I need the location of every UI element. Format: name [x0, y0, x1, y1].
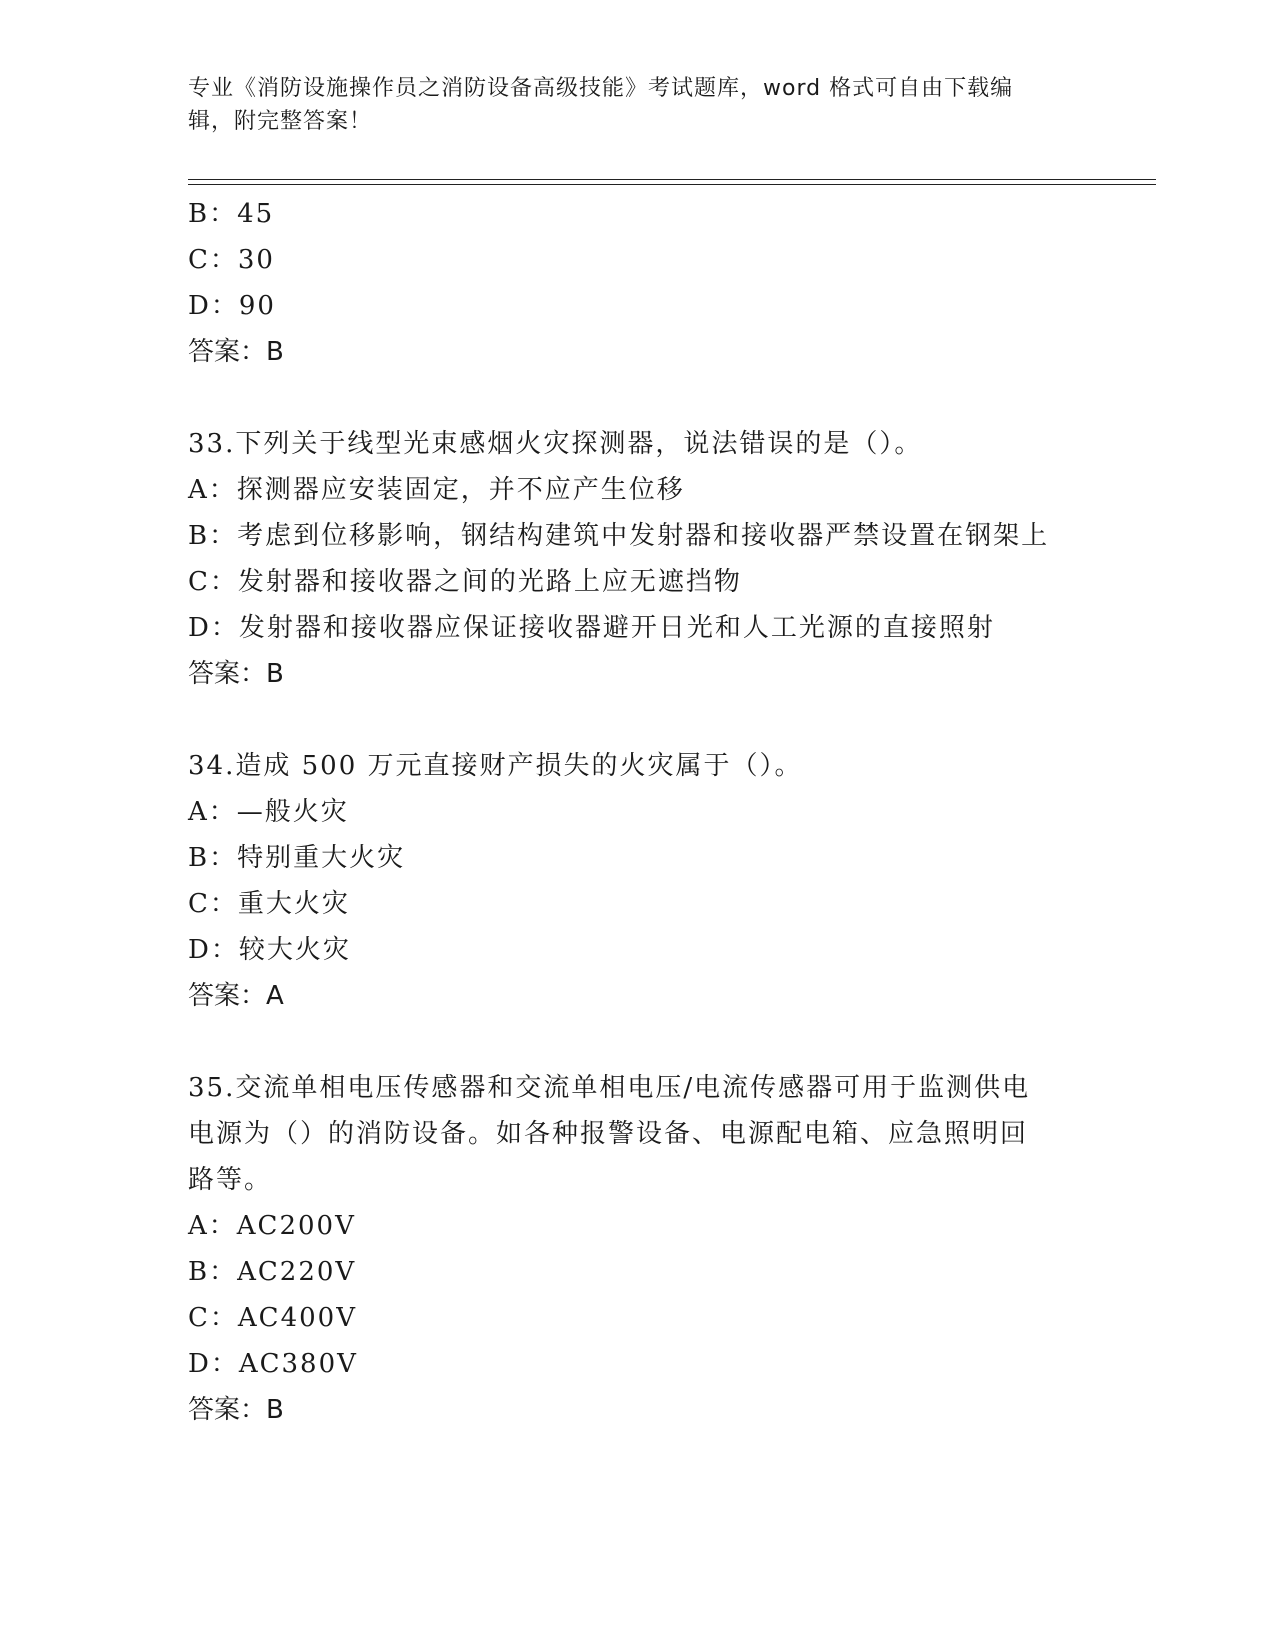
option-d: D：较大火灾 — [188, 935, 351, 965]
option-b: B：考虑到位移影响，钢结构建筑中发射器和接收器严禁设置在钢架上 — [188, 521, 1050, 551]
option-b: B：AC220V — [188, 1257, 357, 1287]
question-32-tail — [188, 191, 1088, 375]
question-33 — [188, 421, 1088, 697]
document-header — [188, 72, 1068, 138]
question-spacer — [188, 697, 1088, 743]
question-spacer — [188, 375, 1088, 421]
header-divider-bottom — [188, 184, 1156, 185]
answer-line: 答案：B — [188, 1395, 284, 1425]
header-divider-top — [188, 179, 1156, 180]
question-list — [188, 191, 1088, 1433]
question-35 — [188, 1065, 1088, 1433]
question-34 — [188, 743, 1088, 1019]
option-c: C：AC400V — [188, 1303, 357, 1333]
option-a: A：探测器应安装固定，并不应产生位移 — [188, 475, 685, 505]
header-line-1: 专业《消防设施操作员之消防设备高级技能》考试题库，word 格式可自由下载编 — [188, 76, 1014, 101]
question-stem: 33.下列关于线型光束感烟火灾探测器，说法错误的是（）。 — [188, 429, 923, 459]
option-a: A：AC200V — [188, 1211, 356, 1241]
question-stem-line-1: 35.交流单相电压传感器和交流单相电压/电流传感器可用于监测供电 — [188, 1073, 1031, 1103]
question-stem-line-2: 电源为（）的消防设备。如各种报警设备、电源配电箱、应急照明回 — [188, 1119, 1029, 1149]
option-c: C：重大火灾 — [188, 889, 350, 919]
option-c: C：发射器和接收器之间的光路上应无遮挡物 — [188, 567, 742, 597]
option-d: D：AC380V — [188, 1349, 358, 1379]
answer-line: 答案：B — [188, 337, 284, 367]
question-stem: 34.造成 500 万元直接财产损失的火灾属于（）。 — [188, 751, 803, 781]
answer-line: 答案：B — [188, 659, 284, 689]
answer-line: 答案：A — [188, 981, 284, 1011]
option-d: D：发射器和接收器应保证接收器避开日光和人工光源的直接照射 — [188, 613, 995, 643]
option-a: A：—般火灾 — [188, 797, 349, 827]
option-c: C：30 — [188, 245, 275, 275]
header-line-2: 辑，附完整答案！ — [188, 109, 373, 134]
option-d: D：90 — [188, 291, 276, 321]
option-b: B：特别重大火灾 — [188, 843, 406, 873]
question-spacer — [188, 1019, 1088, 1065]
question-stem-line-3: 路等。 — [188, 1165, 273, 1195]
option-b: B：45 — [188, 199, 275, 229]
